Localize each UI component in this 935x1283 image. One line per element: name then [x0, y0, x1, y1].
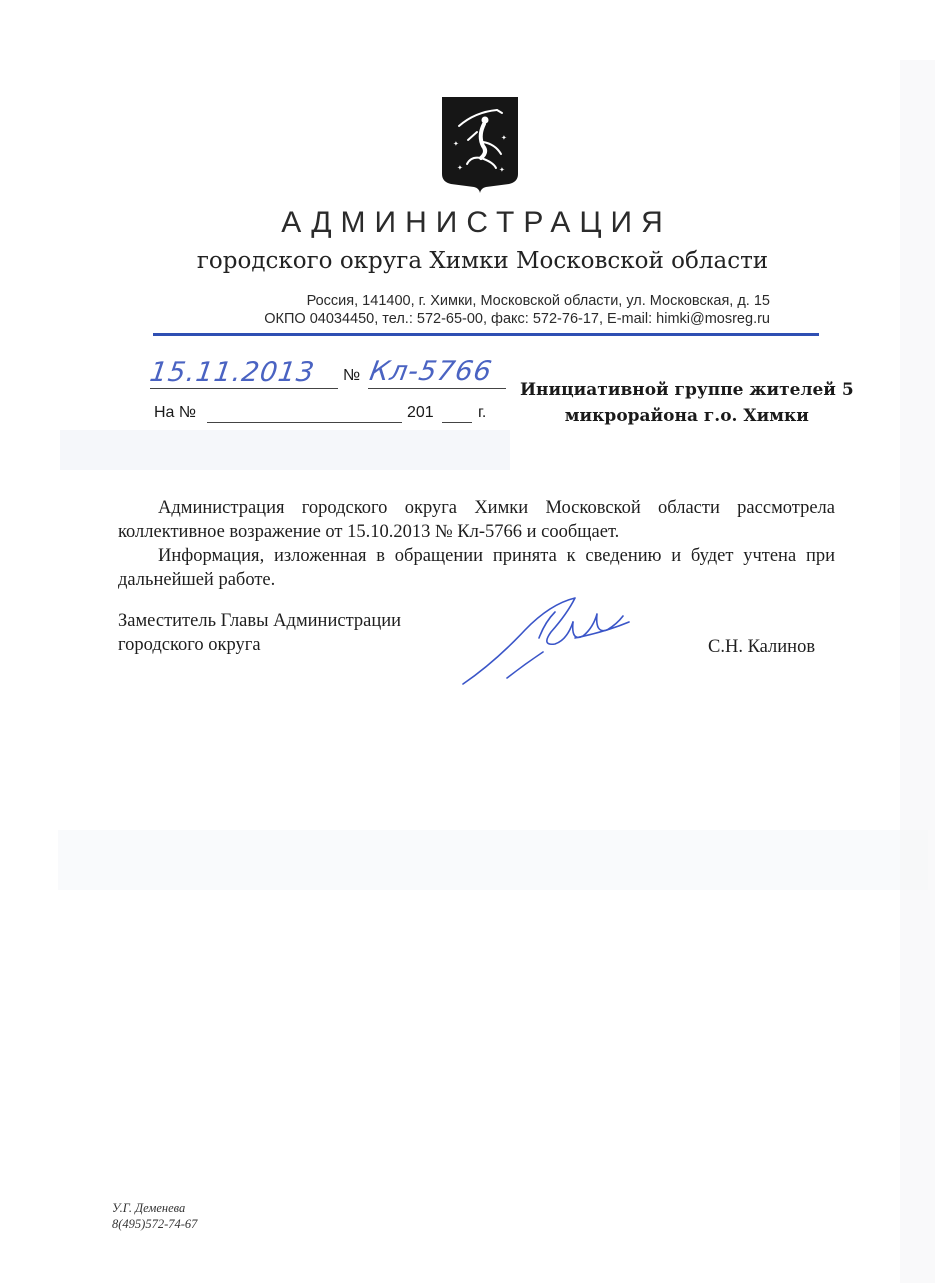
outgoing-number: Кл-5766: [367, 356, 495, 387]
reply-to-label: На №: [154, 404, 197, 421]
coat-of-arms-icon: [441, 96, 519, 194]
body-paragraph: Информация, изложенная в обращении принята к сведению и будет учтена при дальнейшей работе.: [118, 546, 835, 590]
date-underline: [150, 388, 338, 389]
signer-position-line: городского округа: [118, 635, 261, 655]
number-underline: [368, 388, 506, 389]
recipient-line: Инициативной группе жителей 5: [520, 380, 854, 400]
executor-phone: 8(495)572-74-67: [112, 1217, 198, 1231]
outgoing-date: 15.11.2013: [147, 357, 317, 388]
recipient-line: микрорайона г.о. Химки: [564, 406, 809, 426]
year-underline: [442, 422, 472, 423]
year-prefix: 201: [407, 404, 434, 421]
handwritten-signature-icon: [455, 592, 645, 692]
recipient-block: [520, 377, 854, 429]
letterhead-divider: [153, 333, 819, 336]
signer-position-line: Заместитель Главы Администрации: [118, 611, 402, 631]
organization-title: АДМИНИСТРАЦИЯ: [281, 206, 672, 239]
executor-name: У.Г. Деменева: [112, 1201, 186, 1215]
organization-subtitle: городского округа Химки Московской области: [196, 248, 769, 274]
reply-to-underline: [207, 422, 402, 423]
address-line: Россия, 141400, г. Химки, Московской области, ул. Московская, д. 15: [306, 293, 770, 309]
body-paragraph: Администрация городского округа Химки Московской области рассмотрела коллективное возражение от 15.10.2013 № Кл-5766 и сообщает.: [118, 498, 835, 542]
svg-text:✦: ✦: [457, 164, 463, 172]
signer-name: С.Н. Калинов: [708, 637, 816, 657]
year-suffix: г.: [478, 404, 487, 421]
signer-position: [118, 609, 401, 657]
letter-body: [118, 496, 835, 592]
contacts-line: ОКПО 04034450, тел.: 572-65-00, факс: 572-76-17, E-mail: himki@mosreg.ru: [264, 311, 770, 327]
svg-text:✦: ✦: [501, 134, 507, 142]
executor-block: [112, 1200, 197, 1232]
address-block: [264, 292, 770, 328]
number-label: №: [343, 367, 361, 384]
svg-text:✦: ✦: [499, 166, 505, 174]
svg-text:✦: ✦: [453, 140, 459, 148]
